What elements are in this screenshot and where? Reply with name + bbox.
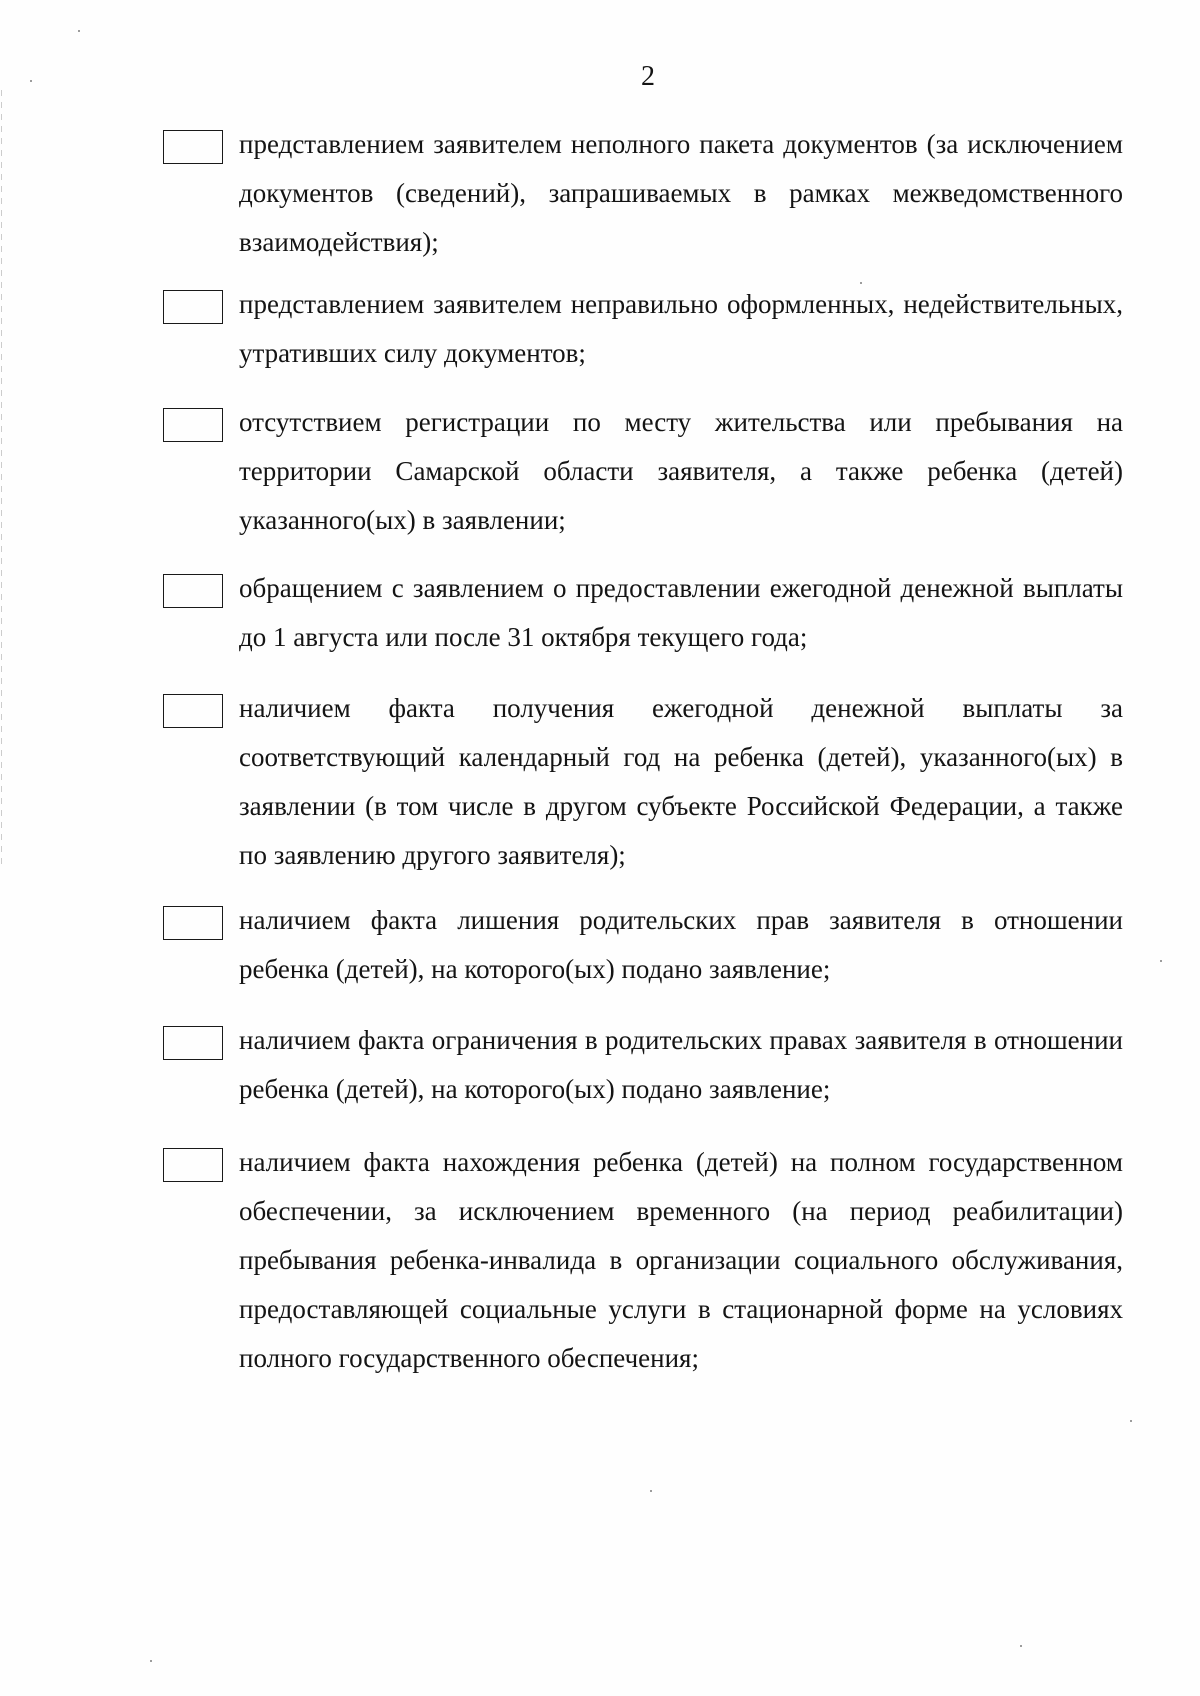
scan-speck bbox=[30, 80, 32, 82]
checkbox[interactable] bbox=[163, 1148, 223, 1182]
checkbox[interactable] bbox=[163, 694, 223, 728]
scan-speck bbox=[1020, 1645, 1022, 1647]
item-text: обращением с заявлением о предоставлении ежегодной денежной выплаты до 1 августа или после 31 октября текущего года; bbox=[239, 573, 1123, 652]
checkbox[interactable] bbox=[163, 1026, 223, 1060]
page-number: 2 bbox=[641, 61, 655, 92]
item-text: наличием факта нахождения ребенка (детей) на полном государственном обеспечении, за исключением временного (на период реабилитации) пребывания ребенка-инвалида в организации социального обслуживания, предоставляющей социальные услуги в стационарной форме на условиях полного государственного обеспечения; bbox=[239, 1147, 1123, 1373]
scan-speck bbox=[1130, 1420, 1132, 1422]
item-text: наличием факта ограничения в родительских правах заявителя в отношении ребенка (детей), на которого(ых) подано заявление; bbox=[239, 1025, 1123, 1104]
item-text: представлением заявителем неправильно оформленных, недействительных, утративших силу документов; bbox=[239, 289, 1123, 368]
checklist-item bbox=[163, 1016, 1123, 1114]
scan-speck bbox=[1160, 960, 1162, 962]
item-text: наличием факта лишения родительских прав заявителя в отношении ребенка (детей), на которого(ых) подано заявление; bbox=[239, 905, 1123, 984]
checkbox[interactable] bbox=[163, 130, 223, 164]
checklist-item bbox=[163, 398, 1123, 545]
scan-speck bbox=[650, 1490, 652, 1492]
checklist-item bbox=[163, 564, 1123, 662]
checklist-item bbox=[163, 120, 1123, 267]
checklist-item bbox=[163, 1138, 1123, 1383]
checkbox[interactable] bbox=[163, 574, 223, 608]
scan-speck bbox=[78, 30, 80, 32]
scan-edge-artifact bbox=[1, 90, 2, 870]
checkbox[interactable] bbox=[163, 290, 223, 324]
item-text: отсутствием регистрации по месту жительства или пребывания на территории Самарской области заявителя, а также ребенка (детей) указанного(ых) в заявлении; bbox=[239, 407, 1123, 535]
checklist-item bbox=[163, 280, 1123, 378]
checklist-item bbox=[163, 684, 1123, 880]
checkbox[interactable] bbox=[163, 408, 223, 442]
item-text: представлением заявителем неполного пакета документов (за исключением документов (сведений), запрашиваемых в рамках межведомственного взаимодействия); bbox=[239, 129, 1123, 257]
scan-speck bbox=[860, 282, 862, 284]
item-text: наличием факта получения ежегодной денежной выплаты за соответствующий календарный год на ребенка (детей), указанного(ых) в заявлении (в том числе в другом субъекте Российской Федерации, а также по заявлению другого заявителя); bbox=[239, 693, 1123, 870]
checklist-item bbox=[163, 896, 1123, 994]
scan-speck bbox=[150, 1660, 152, 1662]
checkbox[interactable] bbox=[163, 906, 223, 940]
